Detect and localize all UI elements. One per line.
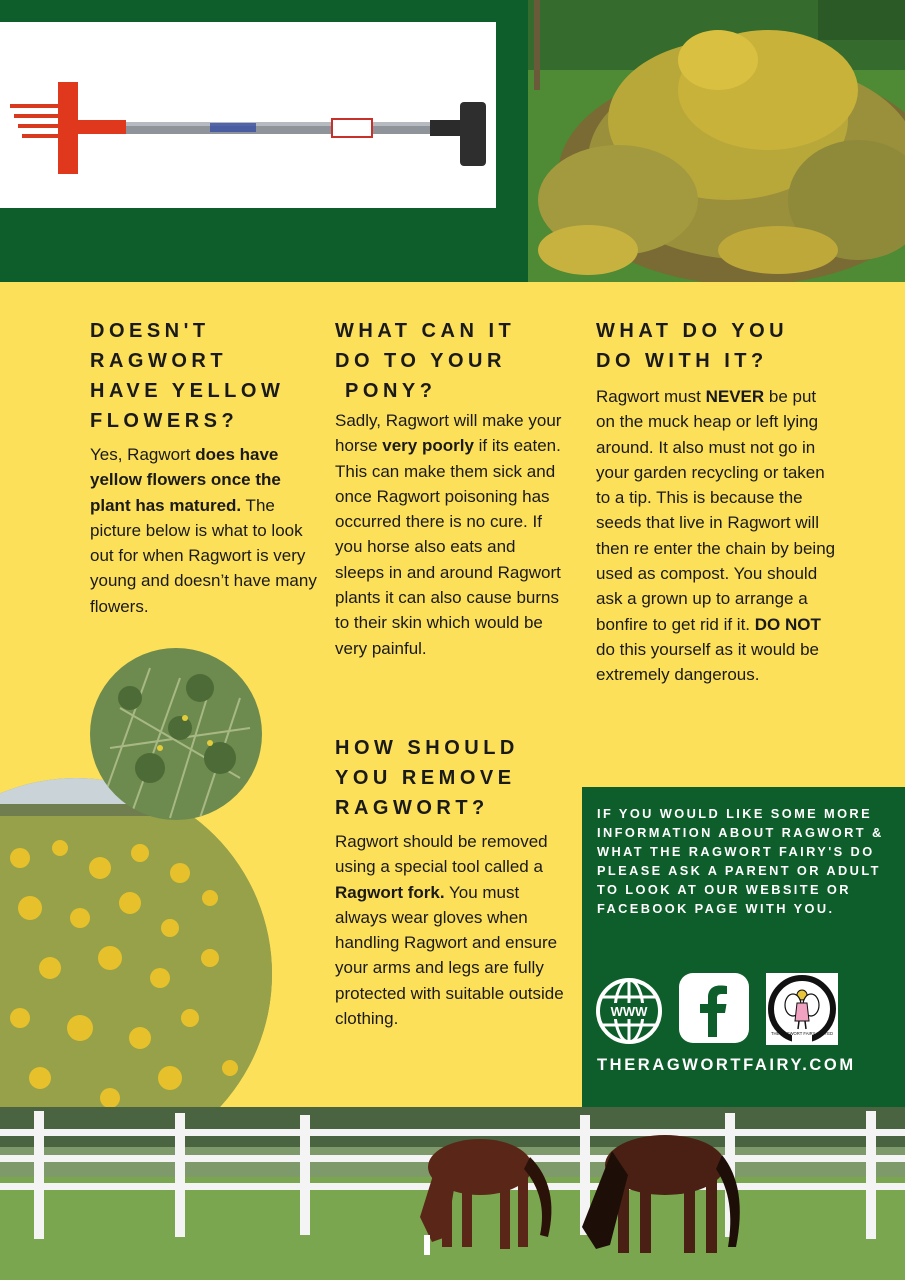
yellow-flowers-heading	[90, 316, 322, 436]
heading-line: PONY?	[335, 380, 437, 402]
heading-line: RAGWORT?	[335, 797, 489, 819]
facebook-icon[interactable]	[679, 973, 749, 1043]
remove-heading	[335, 733, 567, 823]
bold-text: very poorly	[382, 436, 474, 456]
heading-line: HAVE YELLOW	[90, 380, 285, 402]
heading-line: RAGWORT	[90, 350, 228, 372]
bold-text: does have yellow flowers once the plant has matured.	[90, 445, 281, 515]
text-run: do this yourself as it would be extremely dangerous.	[596, 639, 820, 685]
text-run: if its eaten. This can make them sick and once Ragwort poisoning has occurred there is no cure. If you horse also eats and sleeps in and around Ragwort plants it can also cause burns to their skin which would be very painful.	[335, 436, 561, 658]
ragwort-fork-illustration	[0, 22, 496, 208]
globe-www-icon[interactable]	[595, 977, 663, 1045]
heading-line: DO TO YOUR	[335, 350, 506, 372]
dispose-text	[596, 384, 836, 688]
dispose-section	[596, 316, 836, 688]
text-run: You must always wear gloves when handling Ragwort and ensure your arms and legs are fully protected with suitable outside clothing.	[335, 882, 564, 1029]
yellow-flowers-text	[90, 442, 322, 619]
text-run: be put on the muck heap or left lying around. It also must not go in your garden recycling or taken to a tip. This is because the seeds that live in Ragwort will then re enter the chain by being used as compost. You should ask a grown up to arrange a bonfire to get rid if it.	[596, 387, 836, 634]
website-link[interactable]: THERAGWORTFAIRY.COM	[597, 1056, 856, 1074]
ragwort-heap-illustration	[528, 0, 905, 282]
text-run: The picture below is what to look out for when Ragwort is very young and doesn’t have many flowers.	[90, 495, 317, 616]
dispose-heading	[596, 316, 836, 376]
heading-line: YOU REMOVE	[335, 767, 516, 789]
heading-line: DO WITH IT?	[596, 350, 768, 372]
ragwort-fairy-logo[interactable]	[766, 973, 838, 1045]
ragwort-heap-photo	[528, 0, 905, 282]
horses-illustration	[0, 1107, 905, 1280]
text-run: Ragwort should be removed using a special tool called a	[335, 832, 548, 877]
ragwort-fork-photo	[0, 22, 496, 208]
pony-text	[335, 408, 567, 661]
young-ragwort-photo	[90, 648, 262, 820]
top-green-band	[0, 0, 528, 282]
www-label: WWW	[610, 1004, 648, 1019]
heading-line: FLOWERS?	[90, 410, 239, 432]
remove-text	[335, 829, 567, 1031]
pony-heading	[335, 316, 567, 406]
text-run: Ragwort must	[596, 387, 706, 406]
info-text: IF YOU WOULD LIKE SOME MORE INFORMATION ABOUT RAGWORT & WHAT THE RAGWORT FAIRY'S DO PLEASE ASK A PARENT OR ADULT TO LOOK AT OUR WEBSITE OR FACEBOOK PAGE WITH YOU.	[597, 806, 884, 916]
text-run: Sadly, Ragwort will make your horse	[335, 411, 562, 456]
bold-text: DO NOT	[754, 614, 821, 634]
info-box	[582, 787, 905, 1107]
heading-line: WHAT CAN IT	[335, 320, 516, 342]
text-run: Yes, Ragwort	[90, 445, 196, 464]
grazing-horses-photo	[0, 1107, 905, 1280]
contact-icons	[595, 973, 895, 1045]
logo-text: THE RAGWORT FAIRY LIMITED	[770, 1031, 834, 1036]
remove-section	[335, 733, 567, 1031]
heading-line: HOW SHOULD	[335, 737, 519, 759]
bold-text: Ragwort fork.	[335, 882, 445, 902]
bold-text: NEVER	[705, 387, 765, 406]
yellow-flowers-section	[90, 316, 322, 619]
heading-line: DOESN'T	[90, 320, 210, 342]
heading-line: WHAT DO YOU	[596, 320, 789, 342]
pony-section	[335, 316, 567, 661]
young-ragwort-illustration	[90, 648, 262, 820]
